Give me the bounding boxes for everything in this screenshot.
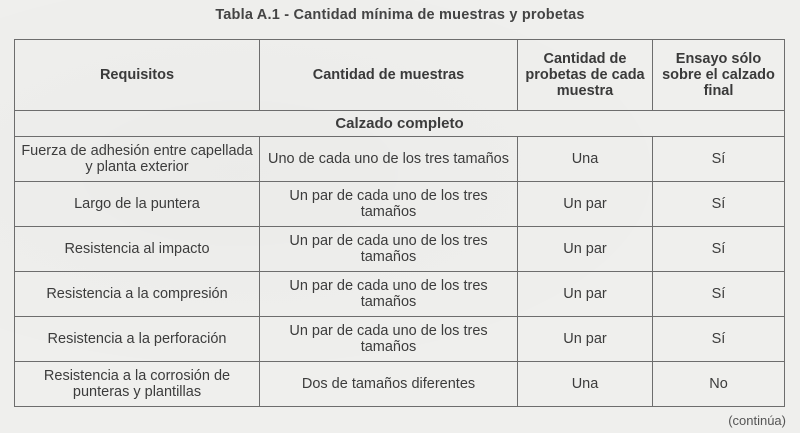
table-row bbox=[15, 137, 785, 182]
cell-requisito: Resistencia a la corrosión de punteras y plantillas bbox=[15, 362, 260, 407]
cell-ensayo: Sí bbox=[653, 272, 785, 317]
table-row bbox=[15, 317, 785, 362]
cell-probetas: Un par bbox=[518, 272, 653, 317]
cell-ensayo: No bbox=[653, 362, 785, 407]
cell-probetas: Una bbox=[518, 137, 653, 182]
continued-note: (continúa) bbox=[728, 413, 786, 428]
section-title: Calzado completo bbox=[15, 111, 785, 137]
cell-ensayo: Sí bbox=[653, 137, 785, 182]
table-row bbox=[15, 362, 785, 407]
header-requisitos: Requisitos bbox=[15, 40, 260, 111]
header-ensayo-calzado-final: Ensayo sólo sobre el calzado final bbox=[653, 40, 785, 111]
table-caption: Tabla A.1 - Cantidad mínima de muestras y probetas bbox=[215, 7, 585, 23]
cell-requisito: Largo de la puntera bbox=[15, 182, 260, 227]
cell-requisito: Resistencia a la compresión bbox=[15, 272, 260, 317]
header-cantidad-probetas: Cantidad de probetas de cada muestra bbox=[518, 40, 653, 111]
cell-muestras: Dos de tamaños diferentes bbox=[260, 362, 518, 407]
requirements-table bbox=[14, 39, 785, 407]
header-cantidad-muestras: Cantidad de muestras bbox=[260, 40, 518, 111]
cell-muestras: Un par de cada uno de los tres tamaños bbox=[260, 227, 518, 272]
table-row bbox=[15, 182, 785, 227]
cell-probetas: Un par bbox=[518, 227, 653, 272]
cell-requisito: Fuerza de adhesión entre capellada y planta exterior bbox=[15, 137, 260, 182]
cell-muestras: Un par de cada uno de los tres tamaños bbox=[260, 317, 518, 362]
cell-ensayo: Sí bbox=[653, 182, 785, 227]
table-header-row bbox=[15, 40, 785, 111]
cell-muestras: Un par de cada uno de los tres tamaños bbox=[260, 182, 518, 227]
cell-muestras: Uno de cada uno de los tres tamaños bbox=[260, 137, 518, 182]
table-row bbox=[15, 227, 785, 272]
table-row bbox=[15, 272, 785, 317]
cell-requisito: Resistencia a la perforación bbox=[15, 317, 260, 362]
cell-ensayo: Sí bbox=[653, 227, 785, 272]
section-row bbox=[15, 111, 785, 137]
cell-muestras: Un par de cada uno de los tres tamaños bbox=[260, 272, 518, 317]
cell-probetas: Un par bbox=[518, 182, 653, 227]
cell-probetas: Un par bbox=[518, 317, 653, 362]
cell-probetas: Una bbox=[518, 362, 653, 407]
cell-ensayo: Sí bbox=[653, 317, 785, 362]
cell-requisito: Resistencia al impacto bbox=[15, 227, 260, 272]
